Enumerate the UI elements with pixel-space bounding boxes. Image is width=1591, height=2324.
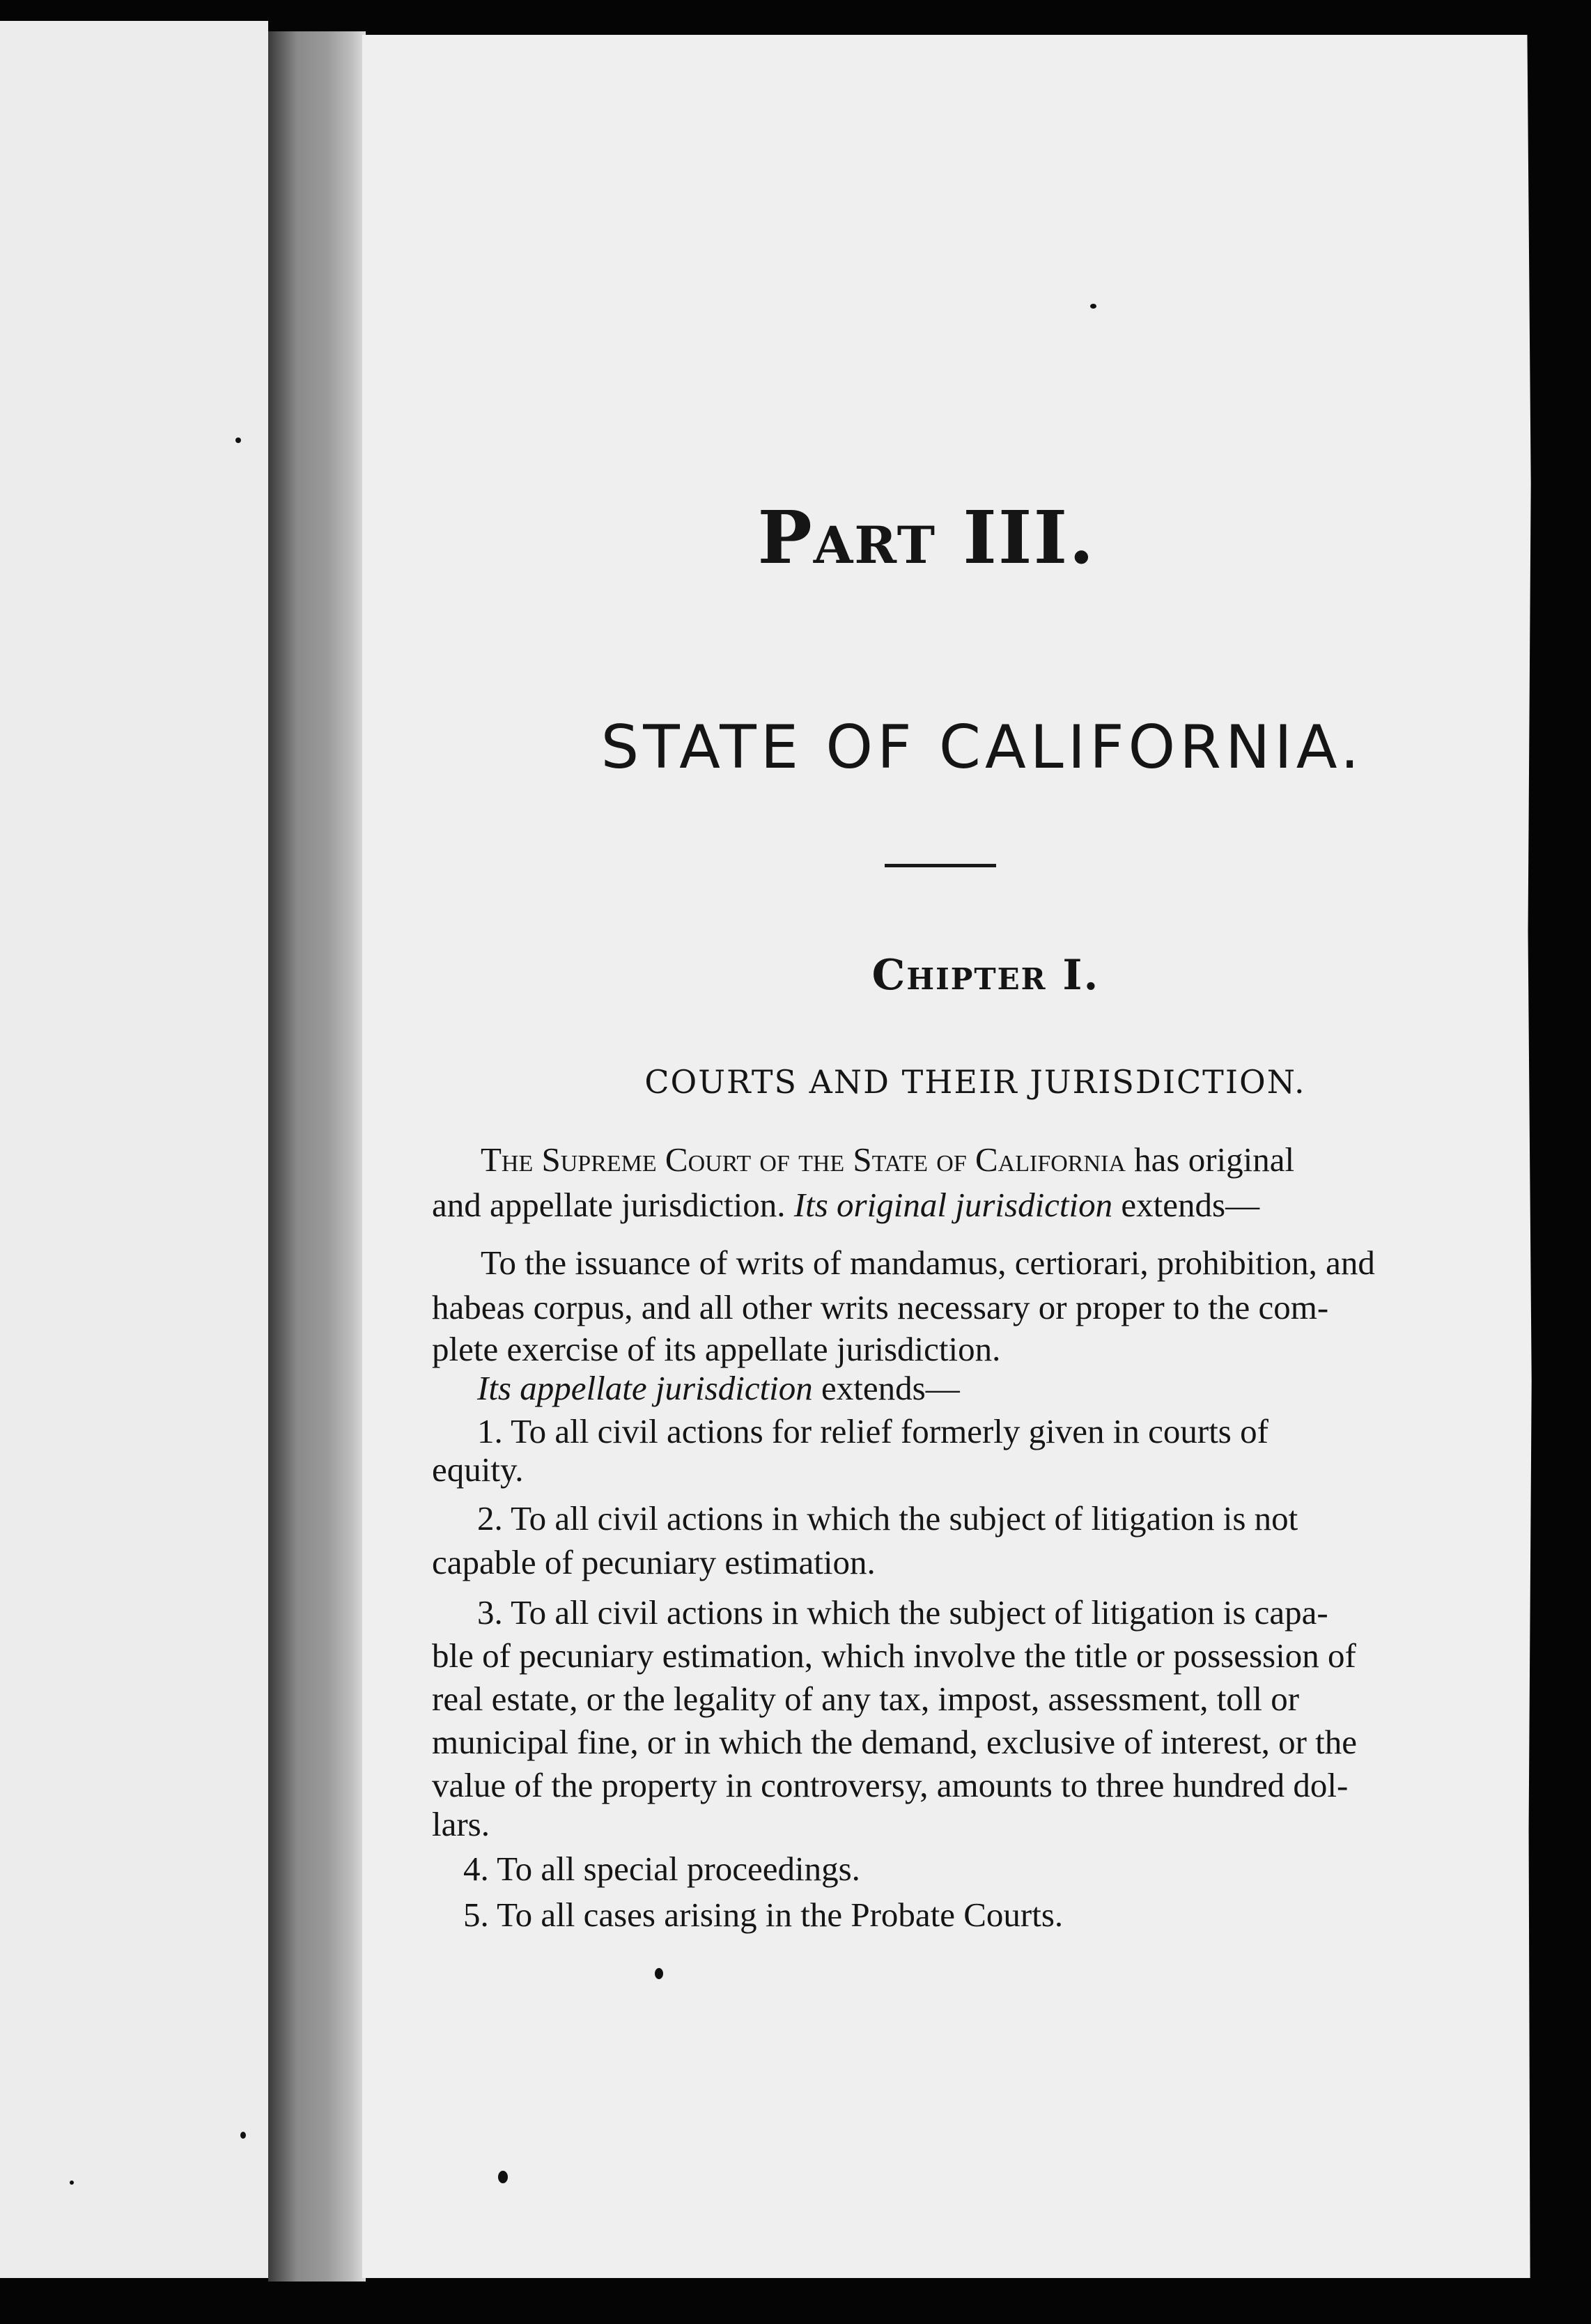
list-item-line: 5. To all cases arising in the Probate Courts. xyxy=(463,1896,1064,1934)
state-heading: STATE OF CALIFORNIA. xyxy=(600,713,1364,782)
list-item-line: equity. xyxy=(432,1450,524,1489)
list-item-line: 2. To all civil actions in which the subject of litigation is not xyxy=(477,1499,1298,1537)
list-item-line: ble of pecuniary estimation, which involve the title or possession of xyxy=(432,1636,1356,1675)
list-item-line: lars. xyxy=(432,1805,490,1843)
text-run: extends— xyxy=(812,1369,960,1407)
list-item-line: 1. To all civil actions for relief formerly given in courts of xyxy=(477,1412,1268,1450)
list-item-line: value of the property in controversy, amounts to three hundred dol- xyxy=(432,1766,1349,1804)
italic-run: Its appellate jurisdiction xyxy=(477,1369,813,1407)
ink-speck xyxy=(655,1968,663,1979)
body-line xyxy=(432,1188,1259,1222)
court-name-smallcaps: The Supreme Court of the State of California xyxy=(481,1140,1126,1179)
text-run: extends— xyxy=(1112,1186,1260,1224)
ink-speck xyxy=(240,2132,246,2139)
part-heading: Part III. xyxy=(757,495,1096,580)
text-run: and appellate jurisdiction. xyxy=(432,1186,794,1224)
chapter-heading: Chıpter I. xyxy=(871,951,1100,1000)
section-heading: COURTS AND THEIR JURISDICTION. xyxy=(644,1063,1306,1101)
italic-run: Its original jurisdiction xyxy=(793,1186,1113,1224)
body-line xyxy=(481,1142,1294,1177)
list-item-line: 3. To all civil actions in which the subject of litigation is capa- xyxy=(477,1593,1328,1632)
list-item-line: 4. To all special proceedings. xyxy=(463,1850,860,1888)
ink-speck xyxy=(70,2180,74,2185)
body-line: habeas corpus, and all other writs necessary or proper to the com- xyxy=(432,1288,1329,1326)
left-page-blank xyxy=(0,21,268,2278)
body-line xyxy=(477,1371,960,1405)
ink-speck xyxy=(498,2171,508,2183)
ink-speck xyxy=(235,437,241,443)
book-gutter-shadow xyxy=(268,31,366,2282)
ink-speck xyxy=(1090,304,1096,309)
body-line: To the issuance of writs of mandamus, certiorari, prohibition, and xyxy=(481,1244,1375,1282)
heading-rule xyxy=(885,864,996,867)
list-item-line: municipal fine, or in which the demand, exclusive of interest, or the xyxy=(432,1723,1358,1761)
text-run: has original xyxy=(1125,1140,1295,1179)
list-item-line: capable of pecuniary estimation. xyxy=(432,1543,876,1581)
body-line: plete exercise of its appellate jurisdiction. xyxy=(432,1330,1001,1368)
list-item-line: real estate, or the legality of any tax, impost, assessment, toll or xyxy=(432,1680,1300,1718)
